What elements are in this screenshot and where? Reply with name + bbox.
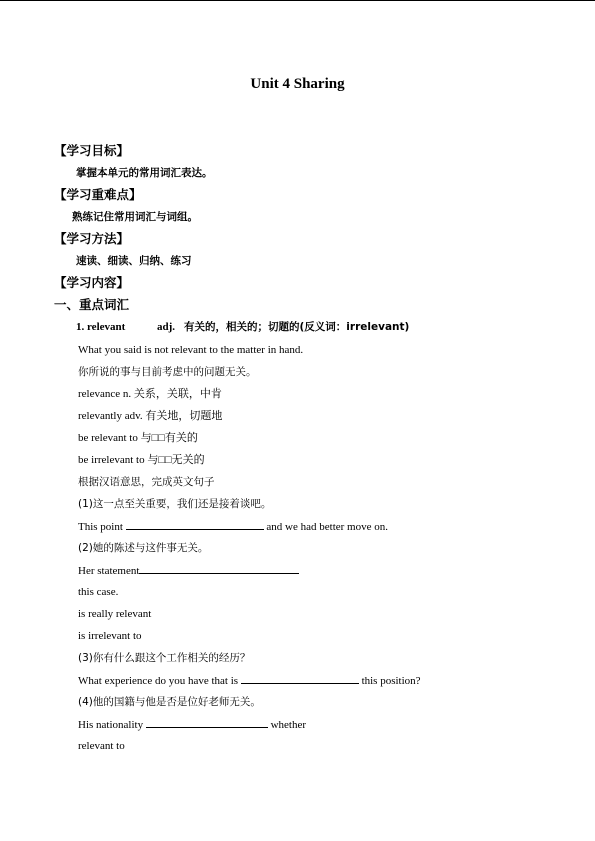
exercise-2-prompt: (2)她的陈述与这件事无关。 xyxy=(78,542,209,554)
exercise-2-part-a: Her statement xyxy=(78,565,140,577)
exercise-1-part-b: and we had better move on. xyxy=(266,521,388,533)
vocab-heading: 一、重点词汇 xyxy=(54,297,130,312)
page-title: Unit 4 Sharing xyxy=(250,76,345,92)
exercise-3-part-b: this position? xyxy=(361,675,421,687)
exercise-1-part-a: This point xyxy=(78,521,123,533)
method-text: 速读、细读、归纳、练习 xyxy=(76,255,192,267)
exercise-2-answer xyxy=(78,563,299,578)
exercise-1-prompt: (1)这一点至关重要，我们还是接着谈吧。 xyxy=(78,498,272,510)
exercise-3-answer xyxy=(78,673,421,688)
phrase-irrelevant: be irrelevant to 与□□无关的 xyxy=(78,454,205,466)
exercise-3-prompt: (3)你有什么跟这个工作相关的经历？ xyxy=(78,652,251,664)
exercise-3-blank[interactable] xyxy=(241,673,359,684)
phrase-relevant: be relevant to 与□□有关的 xyxy=(78,432,198,444)
exercise-4-prompt: (4)他的国籍与他是否是位好老师无关。 xyxy=(78,696,261,708)
answer-key-1: is really relevant xyxy=(78,608,152,620)
entry-pos: adj. xyxy=(157,321,176,333)
header-rule xyxy=(0,0,595,1)
derivative-adverb: relevantly adv. 有关地，切题地 xyxy=(78,410,223,422)
goal-text: 掌握本单元的常用词汇表达。 xyxy=(76,167,213,179)
exercise-4-part-b: whether xyxy=(270,719,307,731)
content-heading: 【学习内容】 xyxy=(54,275,130,290)
exercise-2-blank[interactable] xyxy=(139,563,299,574)
method-heading: 【学习方法】 xyxy=(54,231,130,246)
exercise-1-answer xyxy=(78,519,388,534)
goal-heading: 【学习目标】 xyxy=(54,143,130,158)
exercise-1-blank[interactable] xyxy=(126,519,264,530)
entry-meaning: 有关的，相关的；切题的(反义词：irrelevant) xyxy=(184,321,410,333)
example-sentence: What you said is not relevant to the matter in hand. xyxy=(78,344,304,356)
entry-word: 1. relevant xyxy=(76,321,126,333)
exercise-instruction: 根据汉语意思，完成英文句子 xyxy=(78,476,215,488)
exercise-4-blank[interactable] xyxy=(146,717,268,728)
example-translation: 你所说的事与目前考虑中的问题无关。 xyxy=(78,366,257,378)
key-text: 熟练记住常用词汇与词组。 xyxy=(72,211,198,223)
exercise-2-continuation: this case. xyxy=(78,586,119,598)
answer-key-2: is irrelevant to xyxy=(78,630,142,642)
derivative-noun: relevance n. 关系，关联，中肯 xyxy=(78,388,222,400)
answer-key-3: relevant to xyxy=(78,740,125,752)
exercise-4-part-a: His nationality xyxy=(78,719,144,731)
exercise-4-answer xyxy=(78,717,306,732)
key-heading: 【学习重难点】 xyxy=(54,187,142,202)
exercise-3-part-a: What experience do you have that is xyxy=(78,675,239,687)
